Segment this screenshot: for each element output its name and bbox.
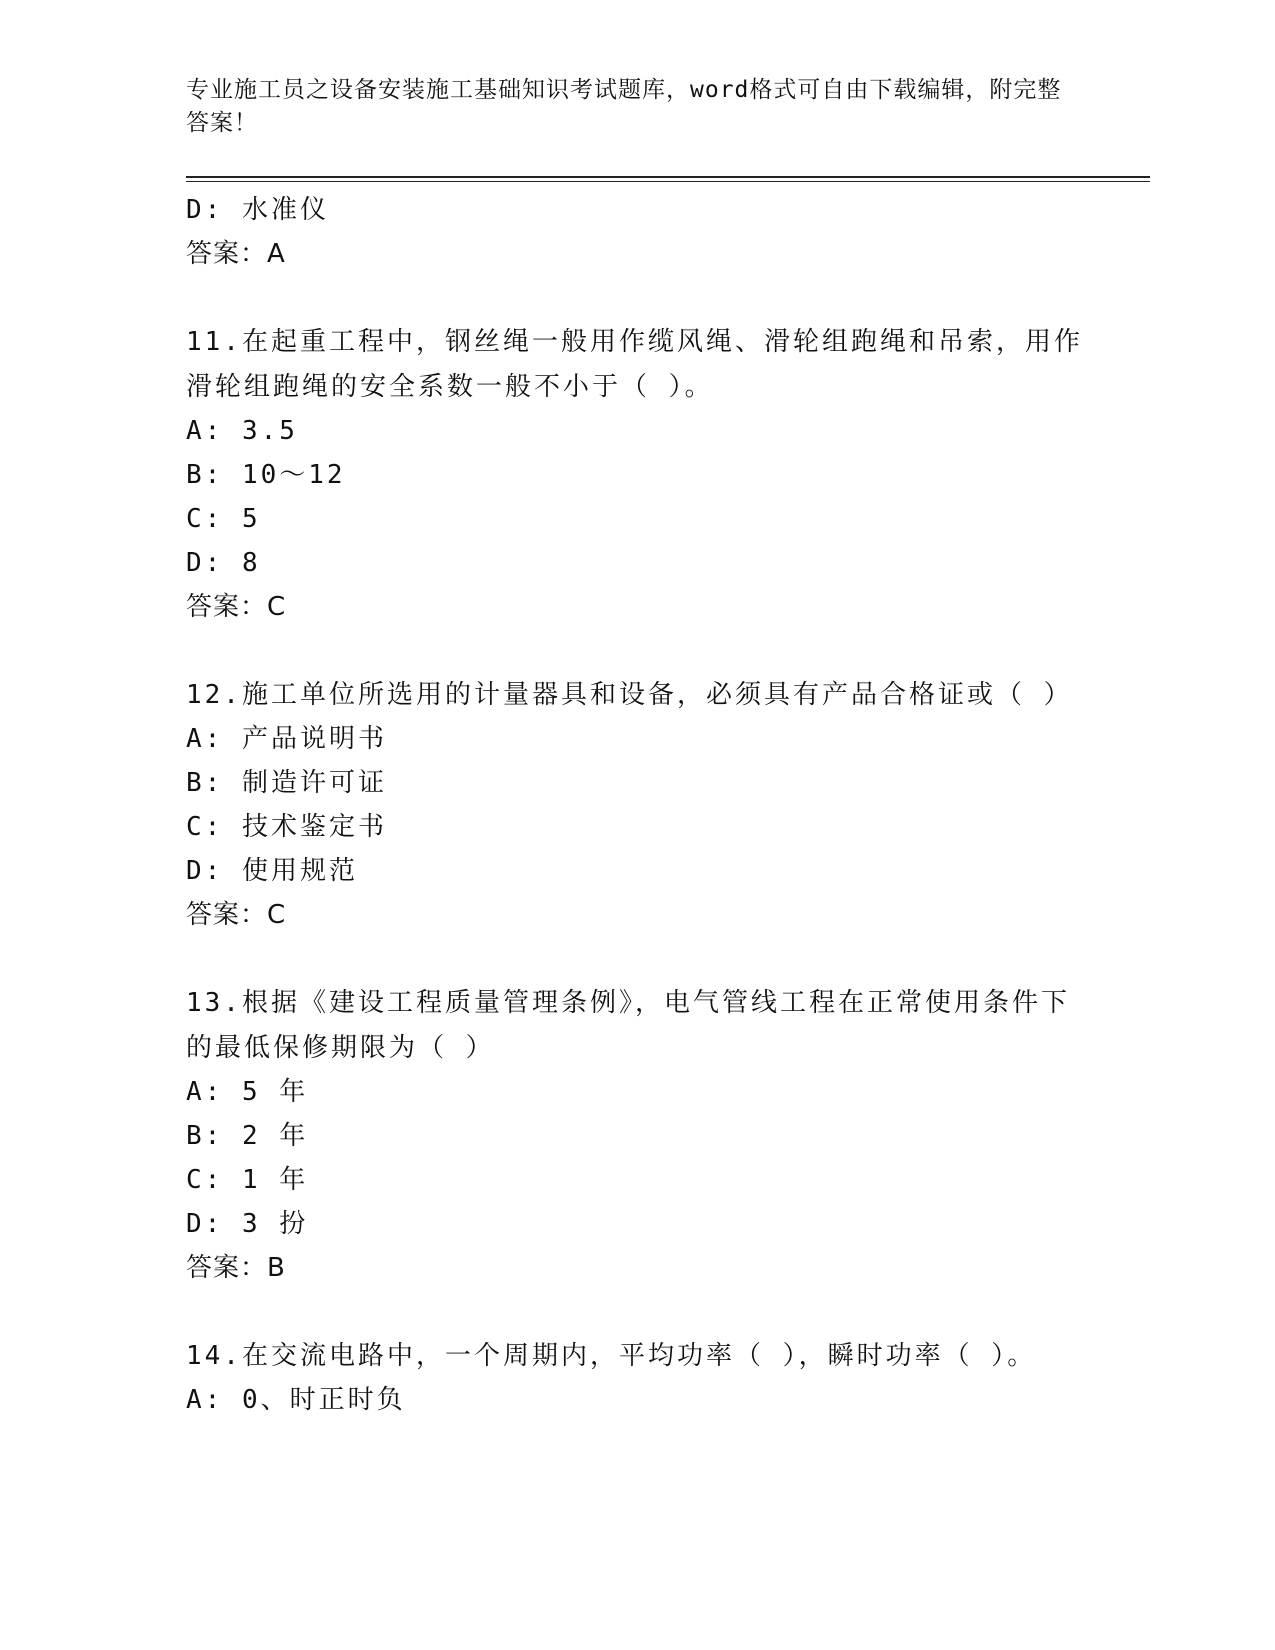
q12-option-c: C: 技术鉴定书: [186, 812, 387, 842]
header-rule-bottom: [186, 181, 1150, 182]
q11-option-a: A: 3.5: [186, 416, 298, 446]
q13-option-b: B: 2 年: [186, 1121, 309, 1151]
header-rule-top: [186, 176, 1150, 178]
q11-stem-line1: 11.在起重工程中，钢丝绳一般用作缆风绳、滑轮组跑绳和吊索，用作: [186, 327, 1083, 357]
q11-option-b: B: 10～12: [186, 460, 346, 490]
q13-stem-line2: 的最低保修期限为（ ）: [186, 1033, 495, 1063]
q12-answer: 答案：C: [186, 900, 287, 930]
q12-option-b: B: 制造许可证: [186, 768, 387, 798]
q13-option-c: C: 1 年: [186, 1165, 309, 1195]
q11-stem-line2: 滑轮组跑绳的安全系数一般不小于（ ）。: [186, 372, 714, 402]
q13-stem-line1: 13.根据《建设工程质量管理条例》，电气管线工程在正常使用条件下: [186, 988, 1070, 1018]
q13-option-d: D: 3 扮: [186, 1209, 309, 1239]
q14-stem-line1: 14.在交流电路中，一个周期内，平均功率（ ），瞬时功率（ ）。: [186, 1341, 1037, 1371]
prev-answer: 答案：A: [186, 239, 286, 269]
q12-option-a: A: 产品说明书: [186, 724, 387, 754]
prev-option-d: D: 水准仪: [186, 195, 329, 225]
q11-option-d: D: 8: [186, 548, 261, 578]
q14-option-a: A: 0、时正时负: [186, 1385, 406, 1415]
q11-option-c: C: 5: [186, 504, 261, 534]
document-header: 专业施工员之设备安装施工基础知识考试题库，word格式可自由下载编辑，附完整答案！: [186, 77, 1062, 136]
q12-option-d: D: 使用规范: [186, 856, 358, 886]
q13-option-a: A: 5 年: [186, 1077, 309, 1107]
q12-stem-line1: 12.施工单位所选用的计量器具和设备，必须具有产品合格证或（ ）: [186, 680, 1073, 710]
q13-answer: 答案：B: [186, 1253, 286, 1283]
q11-answer: 答案：C: [186, 592, 287, 622]
